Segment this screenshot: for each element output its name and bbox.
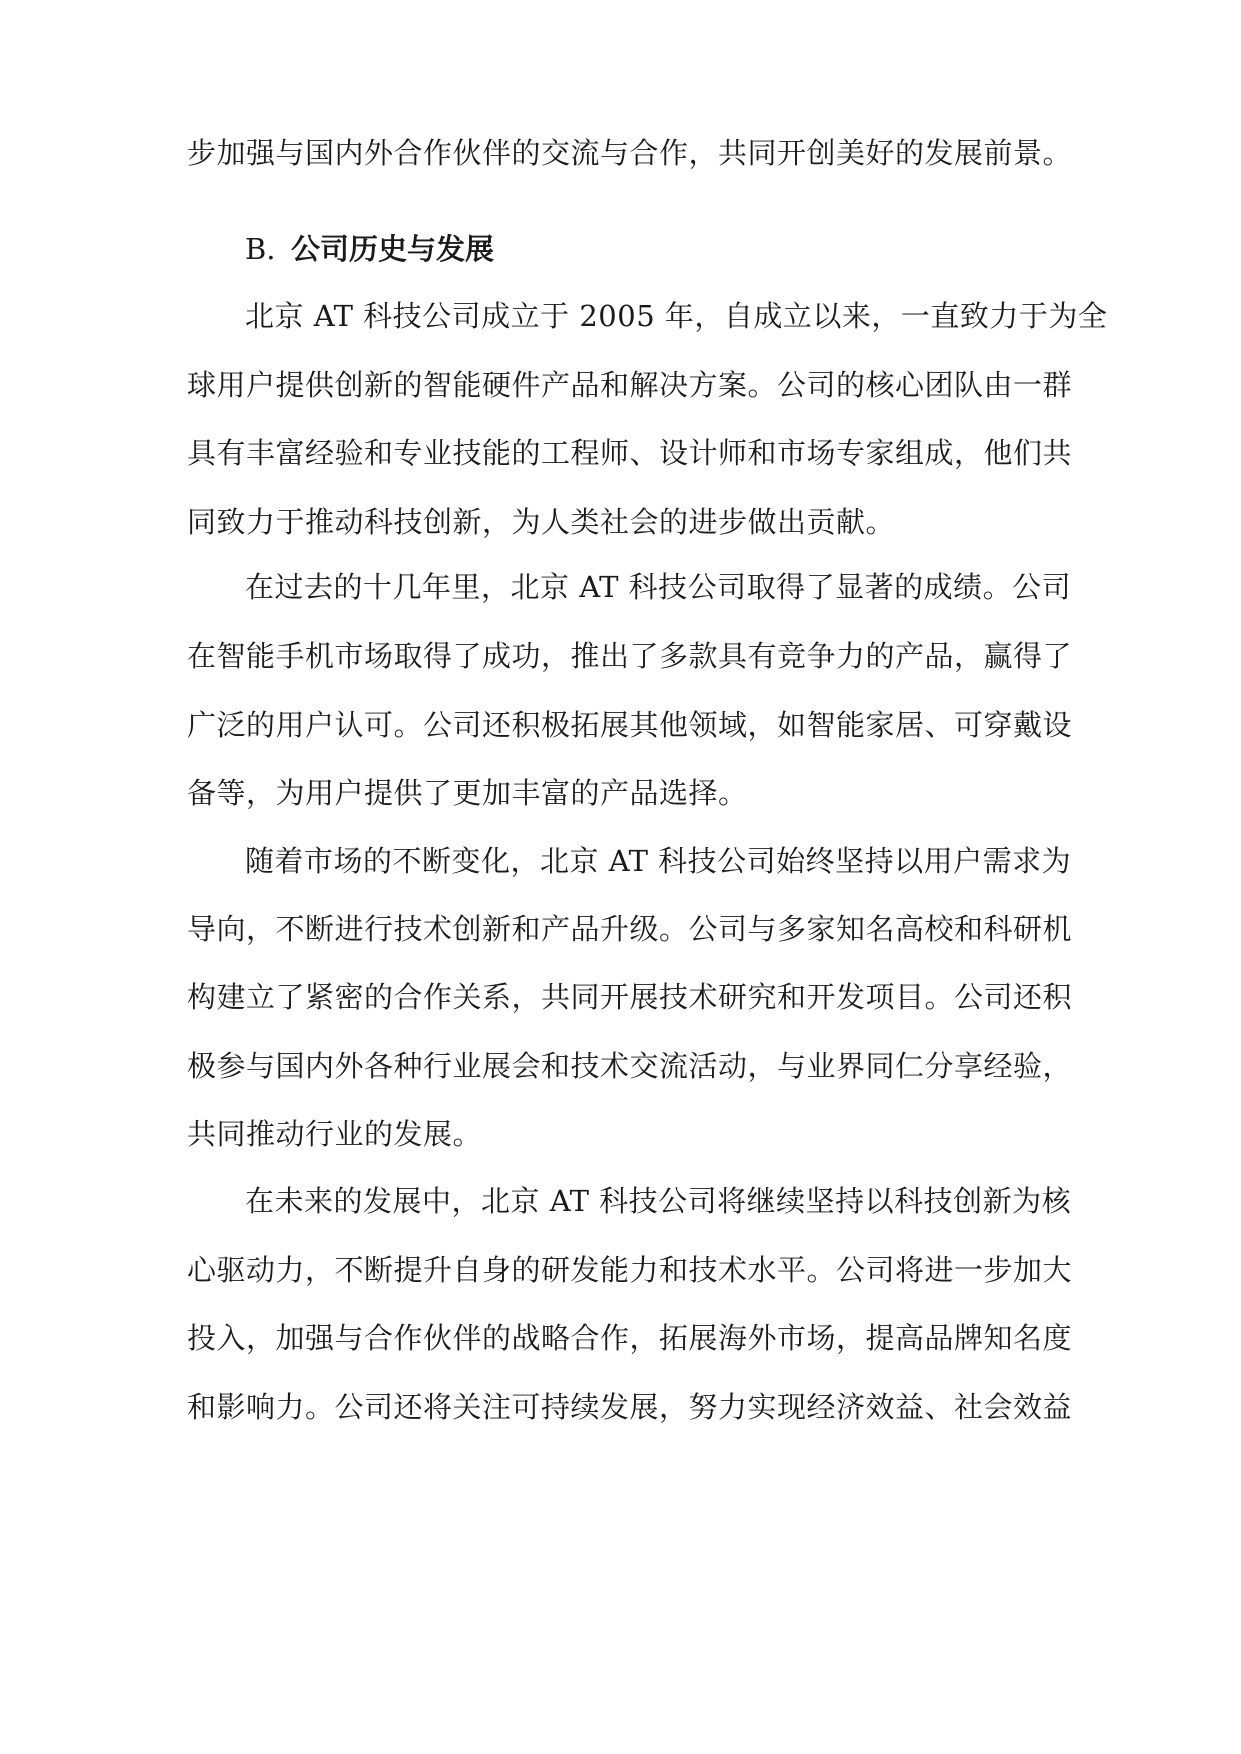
paragraph-line: 球用户提供创新的智能硬件产品和解决方案。公司的核心团队由一群 [187,368,1073,402]
paragraph-line: 具有丰富经验和专业技能的工程师、设计师和市场专家组成，他们共 [187,436,1073,470]
paragraph-line: 心驱动力，不断提升自身的研发能力和技术水平。公司将进一步加大 [187,1253,1073,1287]
section-heading [245,229,494,269]
section-title: 公司历史与发展 [291,232,495,266]
paragraph-line: 共同推动行业的发展。 [187,1117,483,1151]
section-marker: B. [245,232,276,266]
paragraph-line: 极参与国内外各种行业展会和技术交流活动，与业界同仁分享经验， [187,1049,1073,1083]
paragraph-line: 投入，加强与合作伙伴的战略合作，拓展海外市场，提高品牌知名度 [187,1321,1073,1355]
paragraph-line: 备等，为用户提供了更加丰富的产品选择。 [187,776,748,810]
paragraph-line: 和影响力。公司还将关注可持续发展，努力实现经济效益、社会效益 [187,1390,1073,1424]
paragraph-line: 构建立了紧密的合作关系，共同开展技术研究和开发项目。公司还积 [187,980,1073,1014]
paragraph-line: 北京 AT 科技公司成立于 2005 年，自成立以来，一直致力于为全 [245,299,1108,333]
paragraph-line: 广泛的用户认可。公司还积极拓展其他领域，如智能家居、可穿戴设 [187,708,1073,742]
paragraph-line: 随着市场的不断变化，北京 AT 科技公司始终坚持以用户需求为 [245,844,1072,878]
continuation-line: 步加强与国内外合作伙伴的交流与合作，共同开创美好的发展前景。 [187,136,1073,170]
paragraph-line: 在智能手机市场取得了成功，推出了多款具有竞争力的产品，赢得了 [187,639,1073,673]
paragraph-line: 在过去的十几年里，北京 AT 科技公司取得了显著的成绩。公司 [245,570,1072,604]
paragraph-line: 在未来的发展中，北京 AT 科技公司将继续坚持以科技创新为核 [245,1184,1072,1218]
paragraph-line: 同致力于推动科技创新，为人类社会的进步做出贡献。 [187,505,896,539]
paragraph-line: 导向，不断进行技术创新和产品升级。公司与多家知名高校和科研机 [187,912,1073,946]
